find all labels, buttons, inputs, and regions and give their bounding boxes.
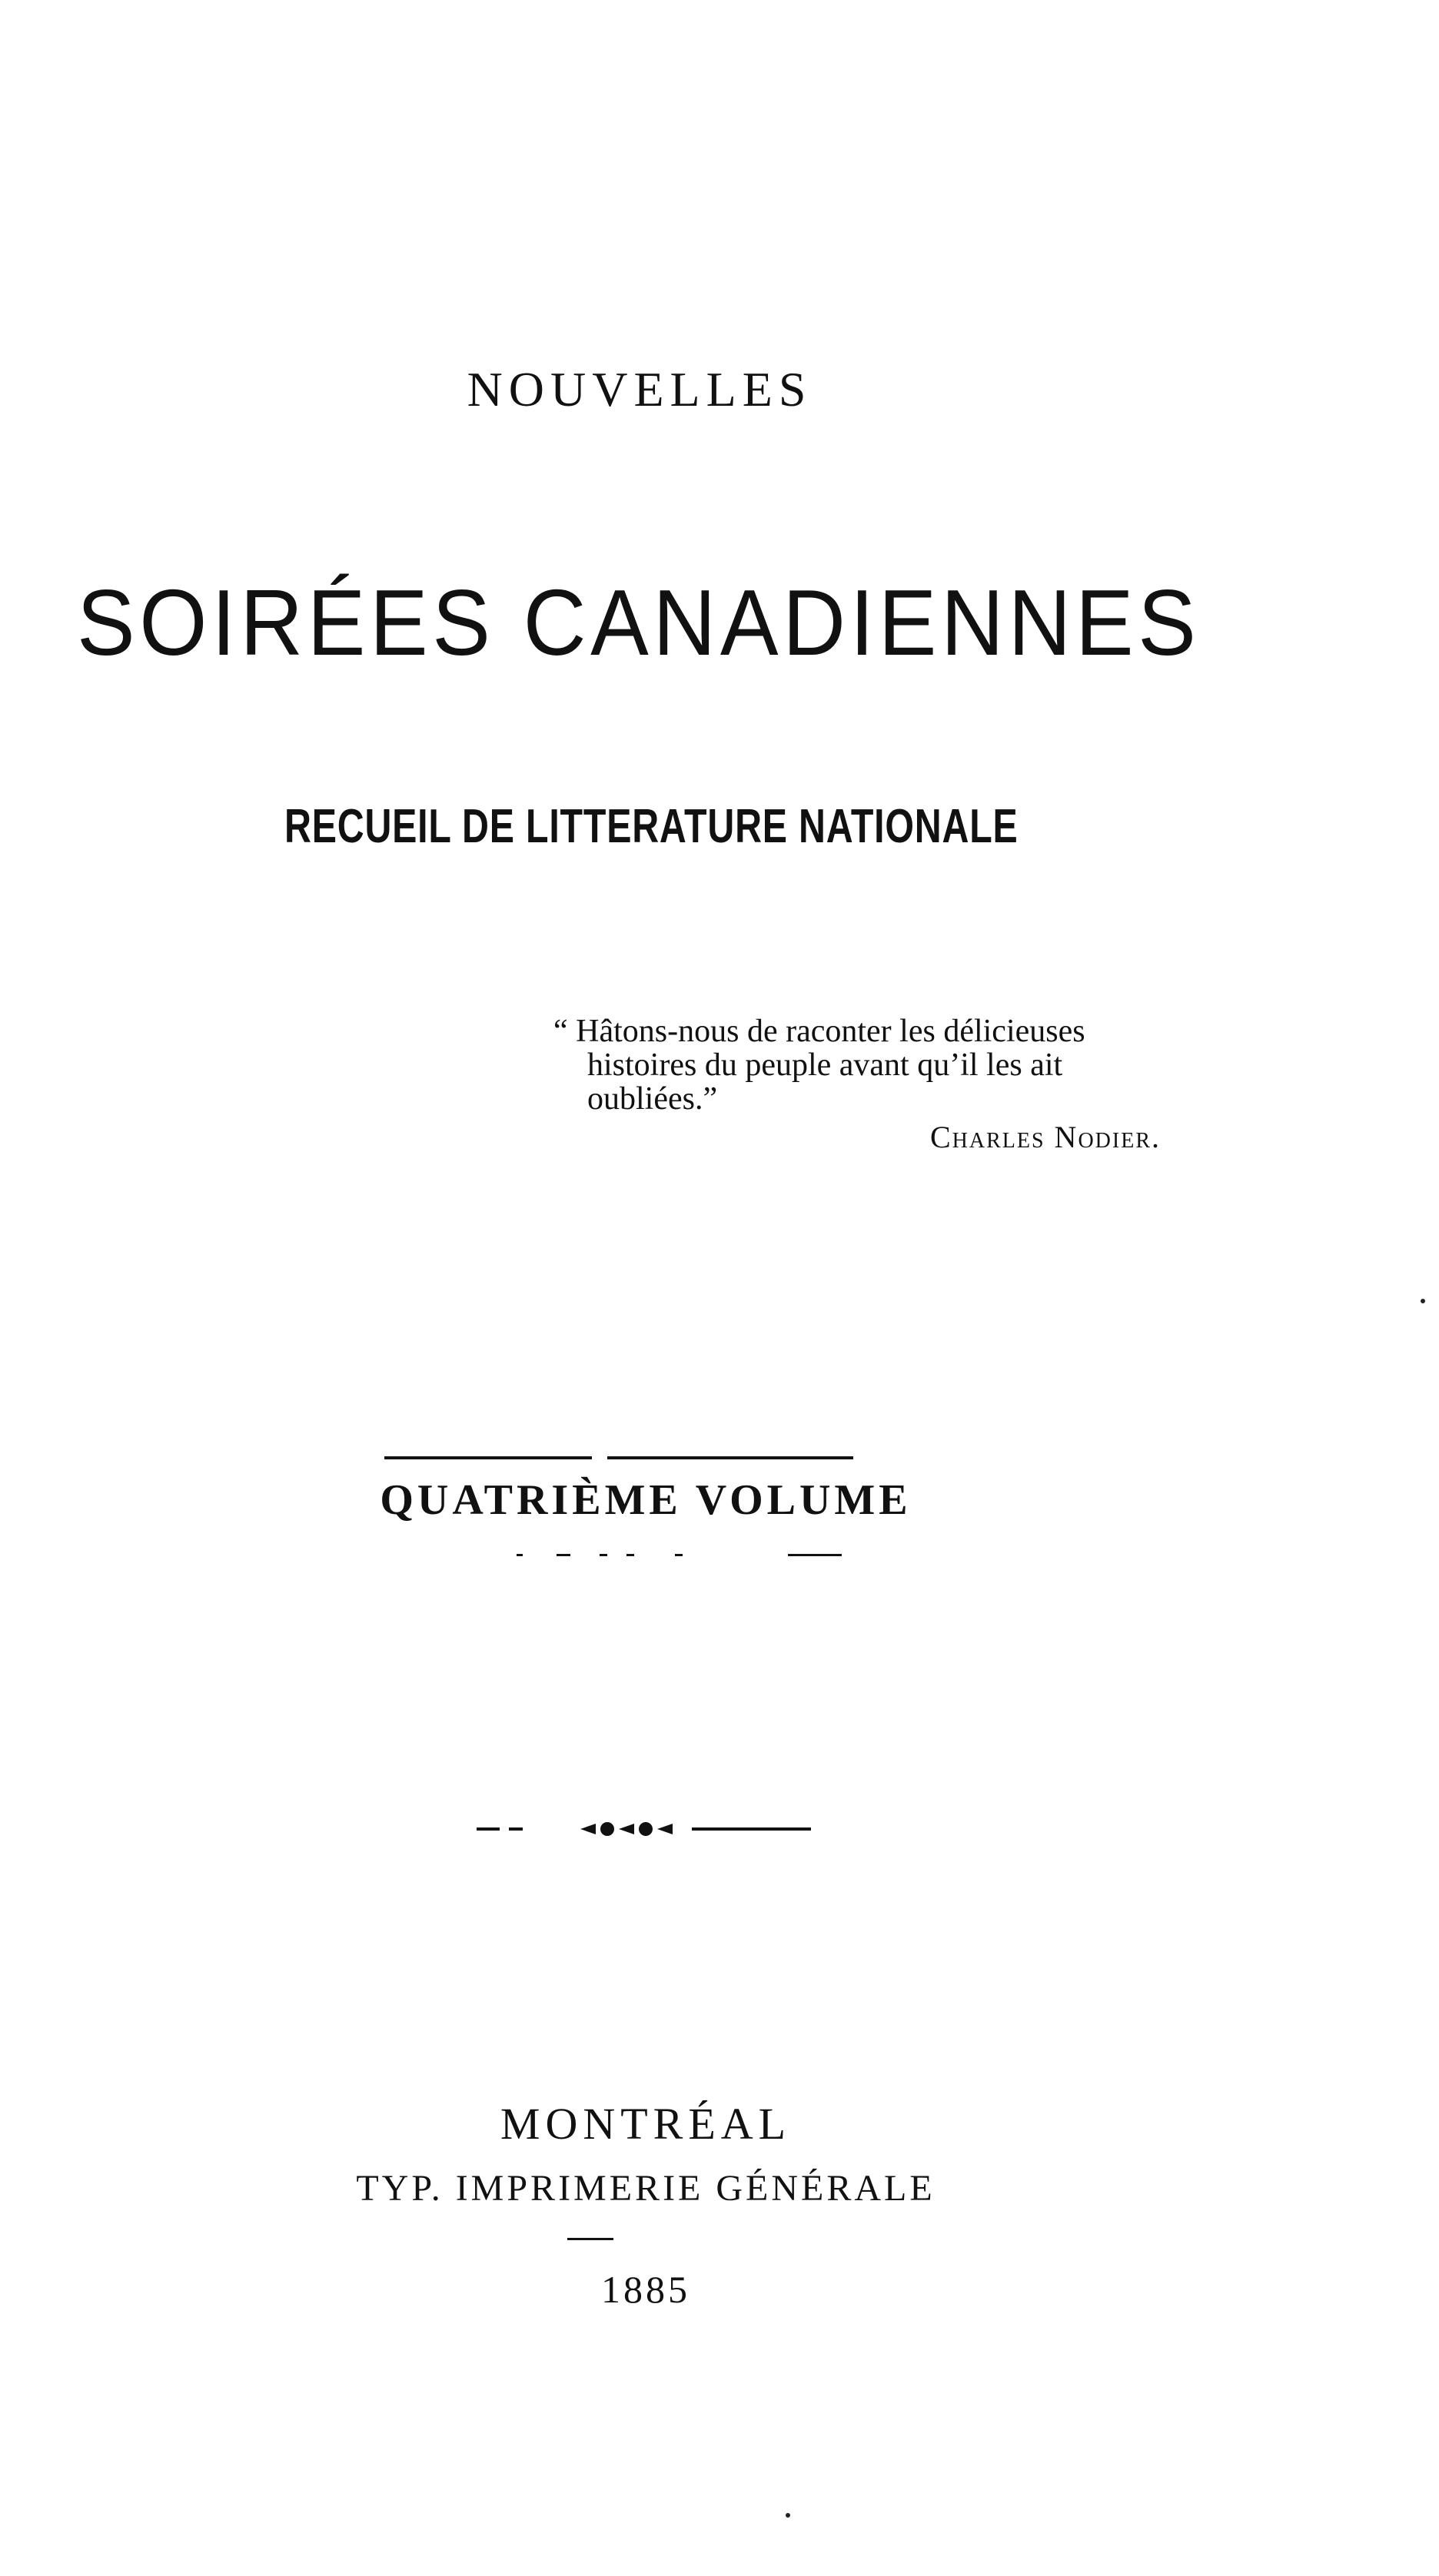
rule-below-volume-1 [517, 1554, 523, 1556]
imprint-year: 1885 [601, 2268, 690, 2311]
epigraph-line-3: oubliées.” [587, 1081, 718, 1117]
rule-above-year [567, 2238, 613, 2240]
rule-above-volume-left [384, 1456, 592, 1459]
book-title: SOIRÉES CANADIENNES [77, 570, 1201, 675]
epigraph-line-1: “ Hâtons-nous de raconter les délicieuses [553, 1014, 1085, 1049]
rule-below-volume-2 [557, 1554, 570, 1556]
volume-label: QUATRIÈME VOLUME [380, 1476, 912, 1524]
rule-below-volume-6 [788, 1554, 842, 1556]
epigraph [553, 1014, 1230, 1154]
epigraph-line-2: histoires du peuple avant qu’il les ait [587, 1047, 1063, 1083]
rule-above-volume-right [607, 1456, 853, 1459]
diamond-dot-ornament-icon [0, 1814, 1439, 1844]
book-subtitle: RECUEIL DE LITTERATURE NATIONALE [284, 800, 1019, 853]
scan-speck [1421, 1299, 1425, 1303]
rule-below-volume-5 [675, 1554, 683, 1556]
rule-below-volume-4 [626, 1554, 634, 1556]
epigraph-author: Charles Nodier. [929, 1120, 1161, 1154]
overtitle: NOUVELLES [467, 362, 813, 417]
rule-below-volume-3 [600, 1554, 607, 1556]
scan-speck [786, 2513, 790, 2518]
imprint-printer: TYP. IMPRIMERIE GÉNÉRALE [356, 2168, 936, 2209]
imprint-city: MONTRÉAL [500, 2099, 792, 2149]
